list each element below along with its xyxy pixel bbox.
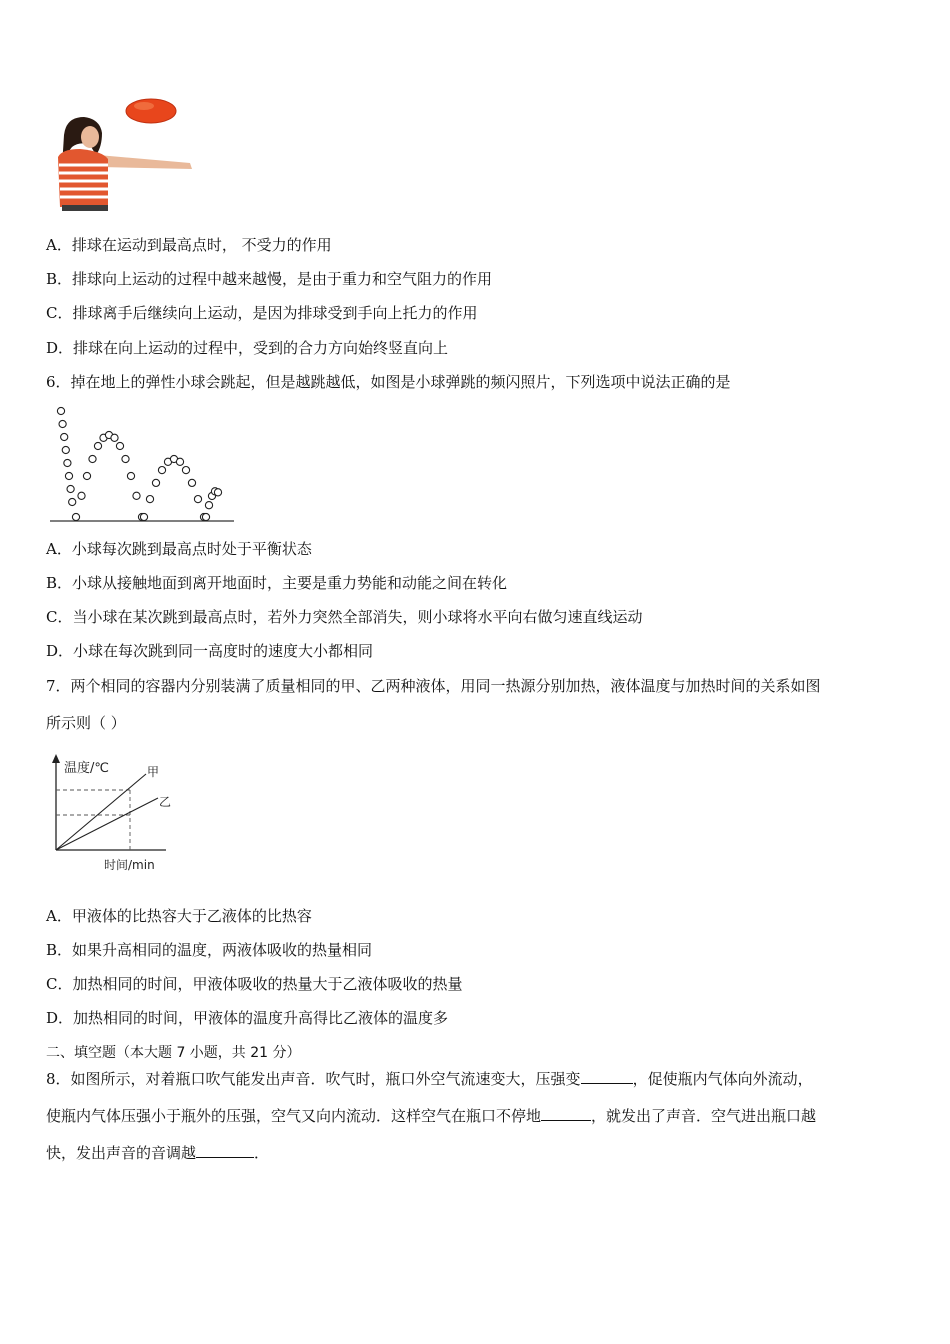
q5-option-b: B．排球向上运动的过程中越来越慢，是由于重力和空气阻力的作用 (46, 270, 493, 288)
q8-line1-text-b: ，促使瓶内气体向外流动， (632, 1070, 813, 1088)
ball-dot (57, 407, 64, 414)
ball-dot (140, 513, 147, 520)
q6-option-b: B．小球从接触地面到离开地面时，主要是重力势能和动能之间在转化 (46, 574, 508, 592)
q8-line3-text-b: ． (254, 1144, 270, 1162)
label-yi: 乙 (159, 795, 172, 809)
ball-dot (78, 492, 85, 499)
ball-dot (188, 479, 195, 486)
q8-line2 (46, 1106, 816, 1126)
line-jia (56, 774, 146, 850)
q8-line3 (46, 1143, 269, 1163)
label-jia: 甲 (147, 765, 160, 779)
q7-option-a: A．甲液体的比热容大于乙液体的比热容 (46, 907, 312, 925)
ball-dot (116, 442, 123, 449)
ball-dot (205, 502, 212, 509)
q8-blank-3[interactable] (196, 1143, 254, 1158)
ball-dot (69, 498, 76, 505)
ball-dot (65, 472, 72, 479)
ball-dot (89, 455, 96, 462)
q7-option-d: D．加热相同的时间，甲液体的温度升高得比乙液体的温度多 (46, 1009, 449, 1027)
bouncing-ball-figure (48, 405, 238, 527)
q8-line2-text-b: ，就发出了声音．空气进出瓶口越 (591, 1107, 817, 1125)
x-axis-label: 时间/min (104, 858, 155, 872)
ball-dot (83, 472, 90, 479)
ball-dot (67, 485, 74, 492)
line-yi (56, 798, 158, 850)
ball-dot (202, 513, 209, 520)
ball-dot (176, 458, 183, 465)
q5-option-a: A．排球在运动到最高点时， 不受力的作用 (46, 236, 332, 254)
ball-dot (194, 496, 201, 503)
ball-dot (214, 489, 221, 496)
q7-stem-line1: 7．两个相同的容器内分别装满了质量相同的甲、乙两种液体，用同一热源分别加热，液体温度与加热时间的关系如图 (46, 677, 821, 695)
section-heading: 二、填空题（本大题 7 小题，共 21 分） (46, 1045, 301, 1061)
q8-line1 (46, 1069, 813, 1089)
q8-line3-text-a: 快，发出声音的音调越 (46, 1144, 197, 1162)
q5-option-d: D．排球在向上运动的过程中，受到的合力方向始终竖直向上 (46, 339, 449, 357)
q8-line1-text-a: 8．如图所示，对着瓶口吹气能发出声音．吹气时，瓶口外空气流速变大，压强变 (46, 1070, 581, 1088)
q7-option-b: B．如果升高相同的温度，两液体吸收的热量相同 (46, 941, 373, 959)
ball-dot (94, 442, 101, 449)
temperature-time-graph (46, 752, 186, 877)
volleyball (126, 99, 176, 123)
ball-dot (146, 496, 153, 503)
ball-dot (111, 434, 118, 441)
q6-option-c: C．当小球在某次跳到最高点时，若外力突然全部消失，则小球将水平向右做匀速直线运动 (46, 608, 643, 626)
ball-dot (152, 479, 159, 486)
q5-option-c: C．排球离手后继续向上运动，是因为排球受到手向上托力的作用 (46, 304, 478, 322)
y-axis-label: 温度/℃ (64, 761, 109, 776)
q6-stem: 6．掉在地上的弹性小球会跳起，但是越跳越低，如图是小球弹跳的频闪照片，下列选项中说法正确的是 (46, 373, 731, 391)
ball-dot (182, 467, 189, 474)
ball-dot (127, 472, 134, 479)
q8-line2-text-a: 使瓶内气体压强小于瓶外的压强，空气又向内流动．这样空气在瓶口不停地 (46, 1107, 542, 1125)
q7-option-c: C．加热相同的时间，甲液体吸收的热量大于乙液体吸收的热量 (46, 975, 463, 993)
y-axis-arrow (52, 754, 60, 763)
volleyball-player-figure (50, 95, 200, 220)
q6-option-d: D．小球在每次跳到同一高度时的速度大小都相同 (46, 642, 374, 660)
q8-blank-1[interactable] (581, 1069, 633, 1084)
ball-dot (64, 459, 71, 466)
ball-dot (158, 467, 165, 474)
ball-dot (72, 513, 79, 520)
ball-dot (61, 433, 68, 440)
ball-dot (59, 420, 66, 427)
ball-dot (133, 492, 140, 499)
q8-blank-2[interactable] (541, 1106, 591, 1121)
ball-dot (62, 446, 69, 453)
q7-stem-line2: 所示则（ ） (46, 714, 126, 732)
q6-option-a: A．小球每次跳到最高点时处于平衡状态 (46, 540, 312, 558)
ball-dot (122, 455, 129, 462)
